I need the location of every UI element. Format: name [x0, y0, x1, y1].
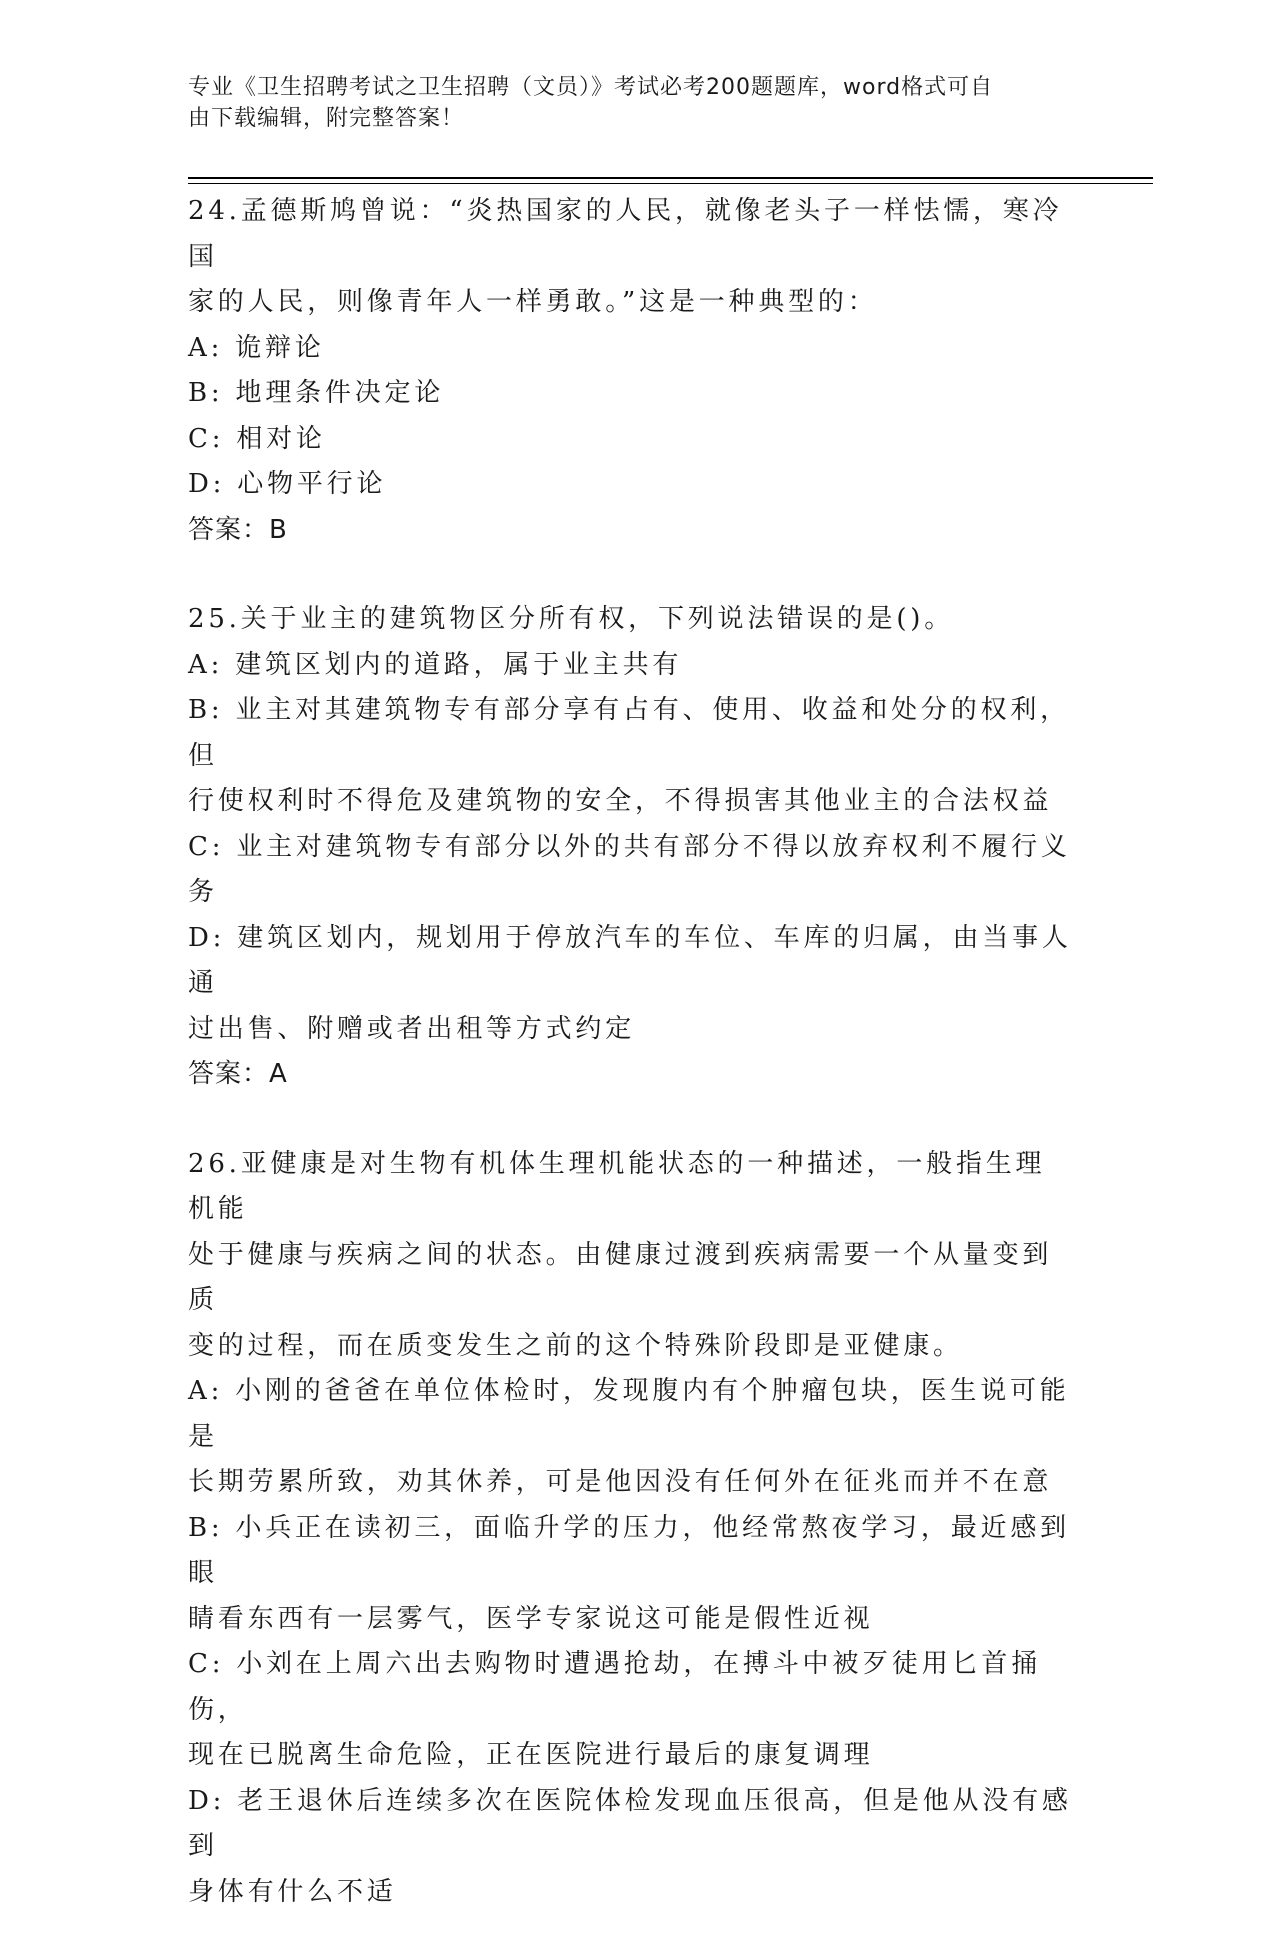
- answer-line: 答案：A: [188, 1059, 288, 1089]
- header-line-2: 由下载编辑，附完整答案！: [188, 106, 465, 131]
- header-line-1: 专业《卫生招聘考试之卫生招聘（文员）》考试必考200题题库，word格式可自: [188, 75, 994, 100]
- option-b-continued: 睛看东西有一层雾气，医学专家说这可能是假性近视: [188, 1603, 874, 1634]
- question-stem-line: 25.关于业主的建筑物区分所有权，下列说法错误的是()。: [188, 604, 955, 634]
- question-26: [188, 1142, 1073, 1916]
- option-d-continued: 过出售、附赠或者出租等方式约定: [188, 1013, 636, 1044]
- option-b: B: 地理条件决定论: [188, 378, 445, 408]
- option-a: A: 小刚的爸爸在单位体检时，发现腹内有个肿瘤包块，医生说可能是: [188, 1376, 1070, 1452]
- document-header: [188, 72, 1068, 134]
- question-stem-line: 26.亚健康是对生物有机体生理机能状态的一种描述，一般指生理机能: [188, 1148, 1046, 1224]
- question-list: [188, 189, 1073, 1959]
- option-d-continued: 身体有什么不适: [188, 1876, 397, 1907]
- option-c-continued: 现在已脱离生命危险，正在医院进行最后的康复调理: [188, 1740, 874, 1770]
- question-stem-line: 变的过程，而在质变发生之前的这个特殊阶段即是亚健康。: [188, 1330, 963, 1361]
- answer-line: 答案：B: [188, 514, 288, 545]
- option-c: C: 业主对建筑物专有部分以外的共有部分不得以放弃权利不履行义务: [188, 831, 1071, 907]
- option-a: A: 建筑区划内的道路，属于业主共有: [188, 649, 683, 680]
- option-c: C: 小刘在上周六出去购物时遭遇抢劫，在搏斗中被歹徒用匕首捅伤，: [188, 1649, 1041, 1725]
- option-d: D: 老王退休后连续多次在医院体检发现血压很高，但是他从没有感到: [188, 1785, 1072, 1861]
- option-b: B: 业主对其建筑物专有部分享有占有、使用、收益和处分的权利，但: [188, 695, 1070, 771]
- option-b: B: 小兵正在读初三，面临升学的压力，他经常熬夜学习，最近感到眼: [188, 1512, 1070, 1588]
- option-b-continued: 行使权利时不得危及建筑物的安全，不得损害其他业主的合法权益: [188, 786, 1053, 816]
- question-stem-line: 家的人民，则像青年人一样勇敢。”这是一种典型的：: [188, 287, 878, 317]
- question-25: [188, 597, 1073, 1098]
- question-24: [188, 189, 1073, 553]
- option-a-continued: 长期劳累所致，劝其休养，可是他因没有任何外在征兆而并不在意: [188, 1467, 1053, 1497]
- option-d: D: 心物平行论: [188, 469, 387, 499]
- option-c: C: 相对论: [188, 423, 326, 454]
- option-d: D: 建筑区划内，规划用于停放汽车的车位、车库的归属，由当事人通: [188, 922, 1072, 998]
- header-divider-thin: [188, 183, 1153, 184]
- question-stem-line: 处于健康与疾病之间的状态。由健康过渡到疾病需要一个从量变到质: [188, 1239, 1053, 1315]
- option-a: A: 诡辩论: [188, 332, 325, 363]
- header-divider-thick: [188, 177, 1153, 179]
- question-stem-line: 24.孟德斯鸠曾说：“炎热国家的人民，就像老头子一样怯懦，寒冷国: [188, 196, 1063, 272]
